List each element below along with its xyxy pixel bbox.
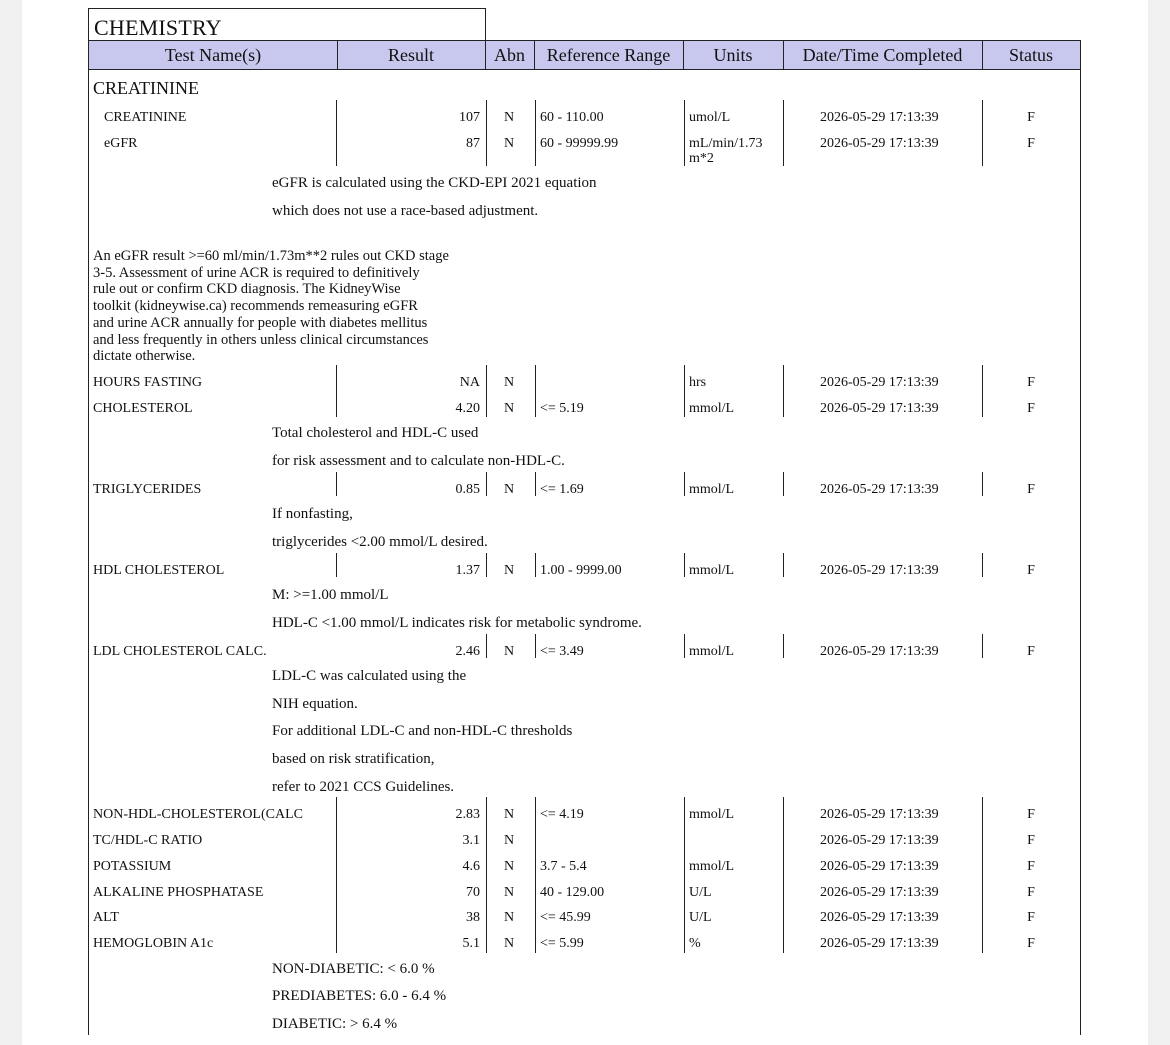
- comment-line: NIH equation.: [272, 696, 358, 712]
- reference-range: <= 5.19: [540, 401, 584, 416]
- comment-line: HDL-C <1.00 mmol/L indicates risk for metabolic syndrome.: [272, 615, 642, 631]
- section-title: CHEMISTRY: [94, 15, 222, 40]
- egfr-interpretation-paragraph: [93, 248, 513, 365]
- table-row: [0, 556, 1170, 582]
- column-separator: [684, 797, 685, 953]
- date-time-completed: 2026-05-29 17:13:39: [820, 401, 939, 416]
- comment-line: triglycerides <2.00 mmol/L desired.: [272, 534, 488, 550]
- test-name: HEMOGLOBIN A1c: [93, 936, 214, 951]
- reference-range: 60 - 99999.99: [540, 136, 619, 151]
- units: mmol/L: [689, 859, 735, 874]
- test-name: HDL CHOLESTEROL: [93, 563, 225, 578]
- date-time-completed: 2026-05-29 17:13:39: [820, 910, 939, 925]
- column-separator: [336, 472, 337, 496]
- table-row: [0, 929, 1170, 955]
- column-separator: [783, 365, 784, 417]
- column-separator: [982, 797, 983, 953]
- comment-line: PREDIABETES: 6.0 - 6.4 %: [272, 988, 447, 1004]
- test-name: TRIGLYCERIDES: [93, 482, 202, 497]
- table-row: [0, 475, 1170, 501]
- status: F: [1027, 375, 1035, 390]
- table-row: [0, 878, 1170, 904]
- column-separator: [982, 365, 983, 417]
- test-name: POTASSIUM: [93, 859, 172, 874]
- column-separator: [486, 100, 487, 166]
- units: mmol/L: [689, 401, 735, 416]
- column-separator: [535, 553, 536, 577]
- result-value: 4.6: [462, 859, 480, 874]
- abn-flag: N: [503, 859, 515, 874]
- comment-line: Total cholesterol and HDL-C used: [272, 425, 479, 441]
- column-separator: [982, 100, 983, 166]
- column-separator: [783, 100, 784, 166]
- header-test-name: Test Name(s): [89, 41, 338, 69]
- reference-range: 3.7 - 5.4: [540, 859, 587, 874]
- status: F: [1027, 885, 1035, 900]
- table-row: [0, 368, 1170, 394]
- table-row: [0, 103, 1170, 129]
- units-line-1: mL/min/1.73: [689, 136, 763, 151]
- column-separator: [684, 365, 685, 417]
- units: hrs: [689, 375, 707, 390]
- test-name: NON-HDL-CHOLESTEROL(CALC: [93, 807, 303, 822]
- table-header-row: [88, 40, 1081, 70]
- test-name: HOURS FASTING: [93, 375, 203, 390]
- test-name: TC/HDL-C RATIO: [93, 833, 203, 848]
- header-units: Units: [683, 41, 784, 69]
- header-abn: Abn: [485, 41, 535, 69]
- result-value: 70: [466, 885, 480, 900]
- units: mmol/L: [689, 644, 735, 659]
- table-row: [0, 637, 1170, 663]
- abn-flag: N: [503, 110, 515, 125]
- abn-flag: N: [503, 910, 515, 925]
- column-separator: [684, 553, 685, 577]
- table-row: [0, 129, 1170, 166]
- comment-line: for risk assessment and to calculate non-HDL-C.: [272, 453, 565, 469]
- comment-line: DIABETIC: > 6.4 %: [272, 1016, 398, 1032]
- date-time-completed: 2026-05-29 17:13:39: [820, 563, 939, 578]
- header-date-time: Date/Time Completed: [783, 41, 983, 69]
- column-separator: [684, 634, 685, 658]
- column-separator: [336, 797, 337, 953]
- result-value: 107: [459, 110, 480, 125]
- group-title: CREATININE: [93, 78, 199, 98]
- paragraph-line: and urine ACR annually for people with diabetes mellitus: [93, 314, 428, 331]
- column-separator: [684, 100, 685, 166]
- paragraph-line: toolkit (kidneywise.ca) recommends remeasuring eGFR: [93, 298, 418, 315]
- column-separator: [535, 100, 536, 166]
- column-separator: [535, 634, 536, 658]
- units: mmol/L: [689, 807, 735, 822]
- column-separator: [535, 365, 536, 417]
- date-time-completed: 2026-05-29 17:13:39: [820, 644, 939, 659]
- column-separator: [336, 365, 337, 417]
- reference-range: <= 45.99: [540, 910, 591, 925]
- comment-line: LDL-C was calculated using the: [272, 668, 467, 684]
- test-name: eGFR: [104, 136, 138, 151]
- comment-line: M: >=1.00 mmol/L: [272, 587, 389, 603]
- abn-flag: N: [503, 563, 515, 578]
- column-separator: [982, 553, 983, 577]
- column-separator: [783, 797, 784, 953]
- abn-flag: N: [503, 482, 515, 497]
- date-time-completed: 2026-05-29 17:13:39: [820, 807, 939, 822]
- abn-flag: N: [503, 401, 515, 416]
- abn-flag: N: [503, 885, 515, 900]
- comment-line: NON-DIABETIC: < 6.0 %: [272, 961, 435, 977]
- test-name: ALKALINE PHOSPHATASE: [93, 885, 264, 900]
- result-value: 3.1: [462, 833, 480, 848]
- paragraph-line: rule out or confirm CKD diagnosis. The KidneyWise: [93, 281, 401, 298]
- units: [689, 136, 763, 166]
- column-separator: [336, 553, 337, 577]
- test-name: LDL CHOLESTEROL CALC.: [93, 644, 267, 659]
- reference-range: 1.00 - 9999.00: [540, 563, 622, 578]
- column-separator: [982, 634, 983, 658]
- table-row: [0, 852, 1170, 878]
- reference-range: <= 5.99: [540, 936, 584, 951]
- reference-range: <= 3.49: [540, 644, 584, 659]
- column-separator: [486, 797, 487, 953]
- header-status: Status: [1008, 45, 1053, 65]
- column-separator: [486, 553, 487, 577]
- status: F: [1027, 110, 1035, 125]
- result-value: 2.46: [455, 644, 480, 659]
- date-time-completed: 2026-05-29 17:13:39: [820, 859, 939, 874]
- comment-line: For additional LDL-C and non-HDL-C thresholds: [272, 723, 573, 739]
- status: F: [1027, 136, 1035, 151]
- table-row: [0, 903, 1170, 929]
- abn-flag: N: [503, 833, 515, 848]
- result-value: 38: [466, 910, 480, 925]
- column-separator: [336, 100, 337, 166]
- units: umol/L: [689, 110, 731, 125]
- column-separator: [486, 634, 487, 658]
- result-value: 1.37: [455, 563, 480, 578]
- section-title-box: [88, 8, 486, 41]
- units: U/L: [689, 910, 712, 925]
- comment-line: based on risk stratification,: [272, 751, 435, 767]
- units: mmol/L: [689, 563, 735, 578]
- units: mmol/L: [689, 482, 735, 497]
- table-row: [0, 394, 1170, 420]
- reference-range: 60 - 110.00: [540, 110, 604, 125]
- status: F: [1027, 859, 1035, 874]
- comment-line: If nonfasting,: [272, 506, 353, 522]
- units: %: [689, 936, 701, 951]
- table-row: [0, 826, 1170, 852]
- reference-range: 40 - 129.00: [540, 885, 605, 900]
- comment-line: refer to 2021 CCS Guidelines.: [272, 779, 455, 795]
- column-separator: [783, 634, 784, 658]
- result-value: 87: [466, 136, 480, 151]
- status: F: [1027, 833, 1035, 848]
- units-line-2: m*2: [689, 151, 714, 166]
- column-separator: [486, 472, 487, 496]
- column-separator: [982, 472, 983, 496]
- reference-range: <= 1.69: [540, 482, 584, 497]
- result-value: 4.20: [455, 401, 480, 416]
- result-value: 5.1: [462, 936, 480, 951]
- status: F: [1027, 807, 1035, 822]
- status: F: [1027, 401, 1035, 416]
- header-result: Result: [337, 41, 486, 69]
- result-value: NA: [459, 375, 480, 390]
- column-separator: [535, 472, 536, 496]
- abn-flag: N: [503, 807, 515, 822]
- paragraph-line: An eGFR result >=60 ml/min/1.73m**2 rules out CKD stage: [93, 248, 449, 264]
- column-separator: [486, 365, 487, 417]
- status: F: [1027, 563, 1035, 578]
- abn-flag: N: [503, 936, 515, 951]
- abn-flag: N: [503, 644, 515, 659]
- units: U/L: [689, 885, 712, 900]
- test-name: CHOLESTEROL: [93, 401, 193, 416]
- date-time-completed: 2026-05-29 17:13:39: [820, 136, 939, 151]
- status: F: [1027, 936, 1035, 951]
- column-separator: [684, 472, 685, 496]
- column-separator: [535, 797, 536, 953]
- status: F: [1027, 910, 1035, 925]
- abn-flag: N: [503, 375, 515, 390]
- status: F: [1027, 482, 1035, 497]
- date-time-completed: 2026-05-29 17:13:39: [820, 375, 939, 390]
- result-value: 0.85: [455, 482, 480, 497]
- paragraph-line: dictate otherwise.: [93, 348, 196, 365]
- column-separator: [783, 553, 784, 577]
- column-separator: [783, 472, 784, 496]
- date-time-completed: 2026-05-29 17:13:39: [820, 833, 939, 848]
- status: F: [1027, 644, 1035, 659]
- date-time-completed: 2026-05-29 17:13:39: [820, 482, 939, 497]
- comment-line: which does not use a race-based adjustment.: [272, 203, 539, 219]
- reference-range: <= 4.19: [540, 807, 584, 822]
- abn-flag: N: [503, 136, 515, 151]
- date-time-completed: 2026-05-29 17:13:39: [820, 885, 939, 900]
- paragraph-line: and less frequently in others unless clinical circumstances: [93, 331, 429, 348]
- test-name: ALT: [93, 910, 119, 925]
- paragraph-line: 3-5. Assessment of urine ACR is required to definitively: [93, 264, 420, 281]
- header-reference-range: Reference Range: [534, 41, 684, 69]
- date-time-completed: 2026-05-29 17:13:39: [820, 936, 939, 951]
- comment-line: eGFR is calculated using the CKD-EPI 2021 equation: [272, 175, 597, 191]
- date-time-completed: 2026-05-29 17:13:39: [820, 110, 939, 125]
- test-name: CREATININE: [104, 110, 187, 125]
- result-value: 2.83: [455, 807, 480, 822]
- table-row: [0, 800, 1170, 826]
